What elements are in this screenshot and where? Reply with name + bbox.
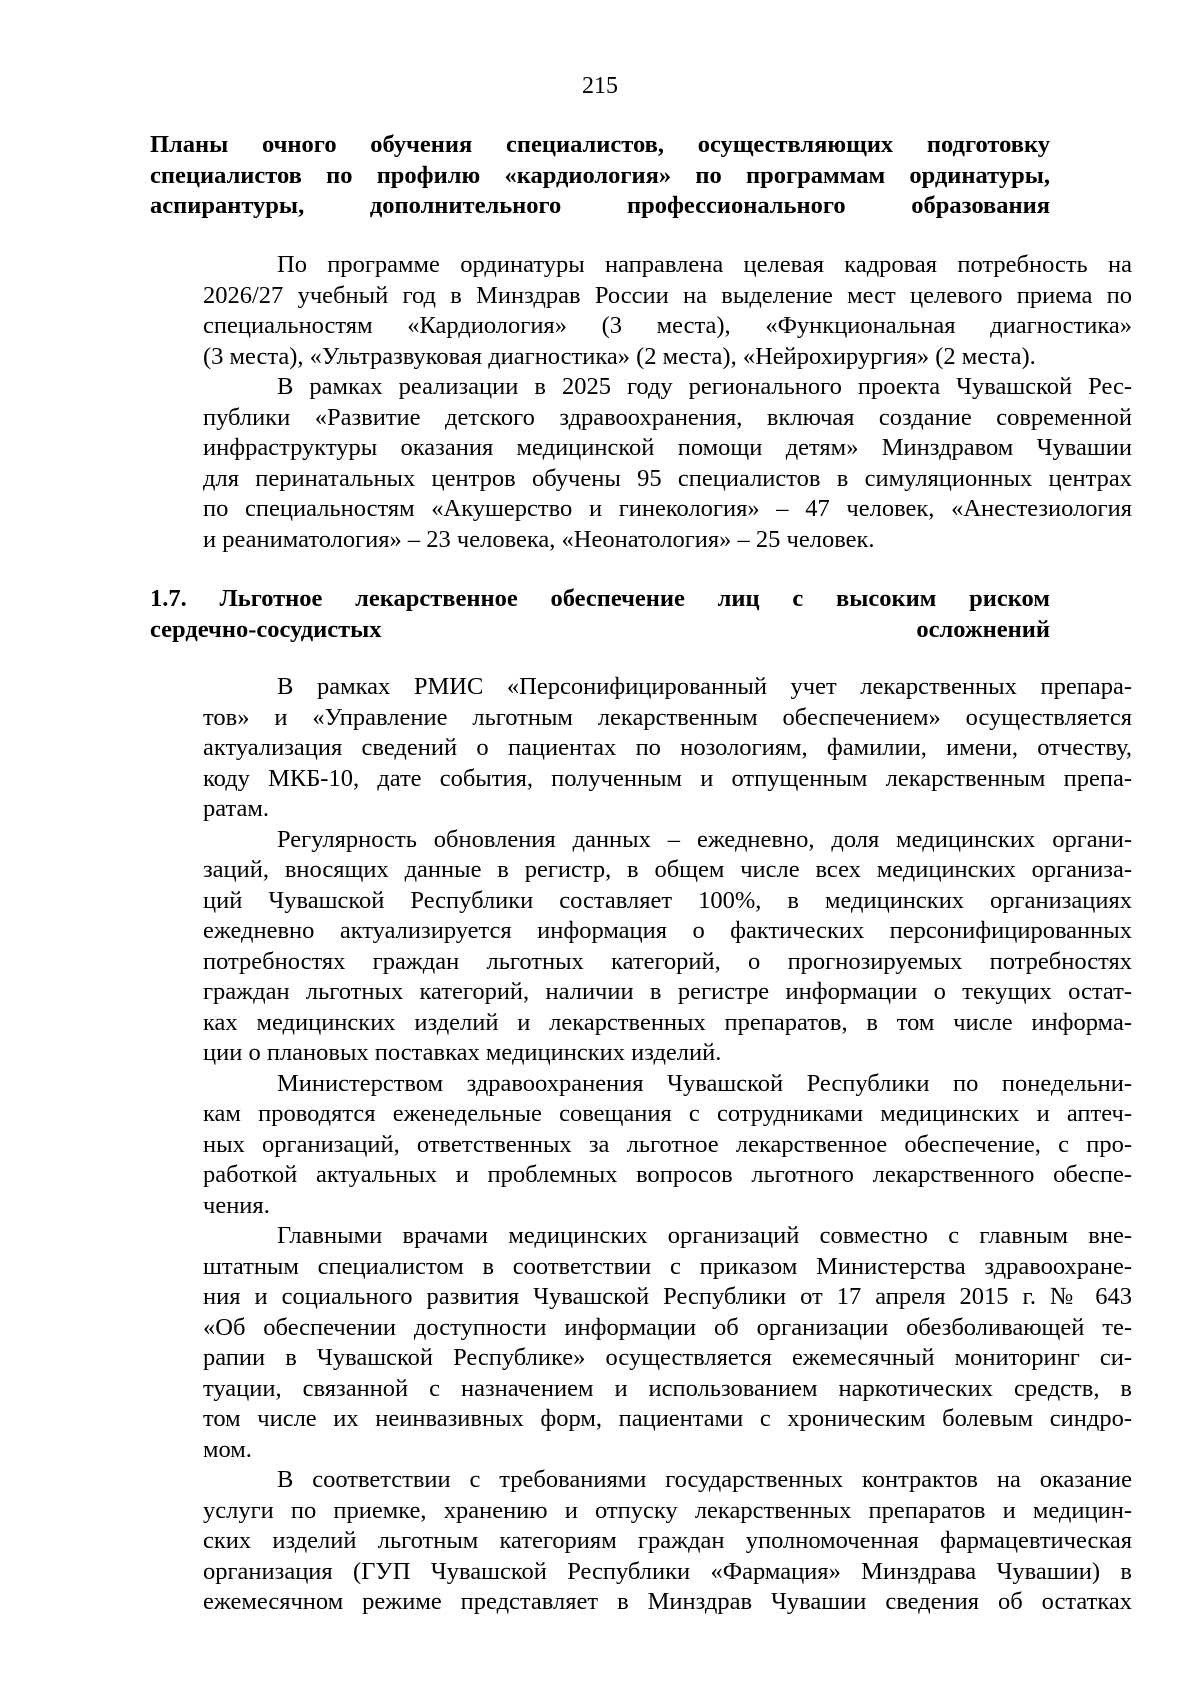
text-line: ских изделий льготным категориям граждан уполномоченная фармацевтическая — [203, 1527, 1132, 1554]
text-line: штатным специалистом в соответствии с приказом Министерства здравоохране- — [203, 1252, 1132, 1280]
heading-line: Планы очного обучения специалистов, осуществляющих подготовку — [150, 131, 1050, 158]
text-line: тов» и «Управление льготным лекарственным обеспечением» осуществляется — [203, 703, 1132, 731]
page-number: 215 — [582, 73, 618, 99]
text-line: 2026/27 учебный год в Минздрав России на выделение мест целевого приема по — [203, 281, 1132, 309]
text-line: ния и социального развития Чувашской Республики от 17 апреля 2015 г. № 643 — [203, 1283, 1132, 1310]
text-line: по специальностям «Акушерство и гинекология» – 47 человек, «Анестезиология — [203, 495, 1132, 522]
text-line: В рамках реализации в 2025 году регионального проекта Чувашской Рес- — [277, 373, 1132, 400]
text-line: туации, связанной с назначением и использованием наркотических средств, в — [203, 1374, 1132, 1402]
text-line: Регулярность обновления данных – ежедневно, доля медицинских органи- — [277, 825, 1132, 853]
text-line: В рамках РМИС «Персонифицированный учет лекарственных препара- — [277, 673, 1132, 700]
text-line: мом. — [203, 1435, 252, 1463]
text-line: В соответствии с требованиями государственных контрактов на оказание — [277, 1466, 1132, 1493]
text-line: ежедневно актуализируется информация о фактических персонифицированных — [203, 917, 1132, 944]
paragraph — [203, 1069, 1132, 1222]
paragraph — [203, 825, 1132, 1069]
text-line: (3 места), «Ультразвуковая диагностика» (2 места), «Нейрохирургия» (2 места). — [203, 342, 1036, 370]
section-heading-drug-provision — [150, 584, 1050, 645]
text-line: потребностях граждан льготных категорий, о прогнозируемых потребностях — [203, 947, 1132, 975]
section-body-drug-provision — [203, 672, 1132, 1618]
text-line: и реаниматология» – 23 человека, «Неонатология» – 25 человек. — [203, 525, 875, 553]
text-line: ции о плановых поставках медицинских изделий. — [203, 1039, 722, 1066]
heading-line: 1.7. Льготное лекарственное обеспечение лиц с высоким риском — [150, 585, 1050, 612]
section-heading-training-plans — [150, 130, 1050, 222]
text-line: актуализация сведений о пациентах по нозологиям, фамилии, имени, отчеству, — [203, 734, 1132, 761]
text-line: ций Чувашской Республики составляет 100%, в медицинских организациях — [203, 886, 1132, 914]
paragraph — [203, 672, 1132, 825]
text-line: ных организаций, ответственных за льготное лекарственное обеспечение, с про- — [203, 1130, 1132, 1158]
text-line: «Об обеспечении доступности информации об организации обезболивающей те- — [203, 1313, 1132, 1341]
section-body-training-plans — [203, 250, 1132, 555]
text-line: рапии в Чувашской Республике» осуществляется ежемесячный мониторинг си- — [203, 1344, 1132, 1371]
text-line: услуги по приемке, хранению и отпуску лекарственных препаратов и медицин- — [203, 1496, 1132, 1524]
text-line: чения. — [203, 1191, 270, 1219]
paragraph — [203, 250, 1132, 372]
text-line: ках медицинских изделий и лекарственных препаратов, в том числе информа- — [203, 1008, 1132, 1036]
text-line: публики «Развитие детского здравоохранения, включая создание современной — [203, 403, 1132, 431]
heading-line: аспирантуры, дополнительного профессионального образования — [150, 192, 1050, 219]
text-line: Министерством здравоохранения Чувашской Республики по понедельни- — [277, 1069, 1132, 1097]
text-line: коду МКБ-10, дате события, полученным и отпущенным лекарственным препа- — [203, 764, 1132, 792]
text-line: заций, вносящих данные в регистр, в общем числе всех медицинских организа- — [203, 856, 1132, 883]
paragraph — [203, 372, 1132, 555]
text-line: граждан льготных категорий, наличии в регистре информации о текущих остат- — [203, 978, 1132, 1005]
paragraph — [203, 1221, 1132, 1465]
text-line: том числе их неинвазивных форм, пациентами с хроническим болевым синдро- — [203, 1405, 1132, 1432]
text-line: работкой актуальных и проблемных вопросов льготного лекарственного обеспе- — [203, 1161, 1132, 1188]
text-line: специальностям «Кардиология» (3 места), «Функциональная диагностика» — [203, 312, 1132, 339]
text-line: кам проводятся еженедельные совещания с сотрудниками медицинских и аптеч- — [203, 1100, 1132, 1127]
text-line: ратам. — [203, 795, 269, 822]
heading-line: сердечно-сосудистых осложнений — [150, 615, 1050, 643]
text-line: организация (ГУП Чувашской Республики «Фармация» Минздрава Чувашии) в — [203, 1557, 1132, 1585]
text-line: инфраструктуры оказания медицинской помощи детям» Минздравом Чувашии — [203, 434, 1132, 461]
paragraph — [203, 1465, 1132, 1618]
heading-line: специалистов по профилю «кардиология» по программам ординатуры, — [150, 161, 1050, 189]
text-line: для перинатальных центров обучены 95 специалистов в симуляционных центрах — [203, 464, 1132, 492]
text-line: По программе ординатуры направлена целевая кадровая потребность на — [277, 251, 1132, 278]
text-line: ежемесячном режиме представляет в Минздрав Чувашии сведения об остатках — [203, 1588, 1132, 1615]
text-line: Главными врачами медицинских организаций совместно с главным вне- — [277, 1222, 1132, 1249]
